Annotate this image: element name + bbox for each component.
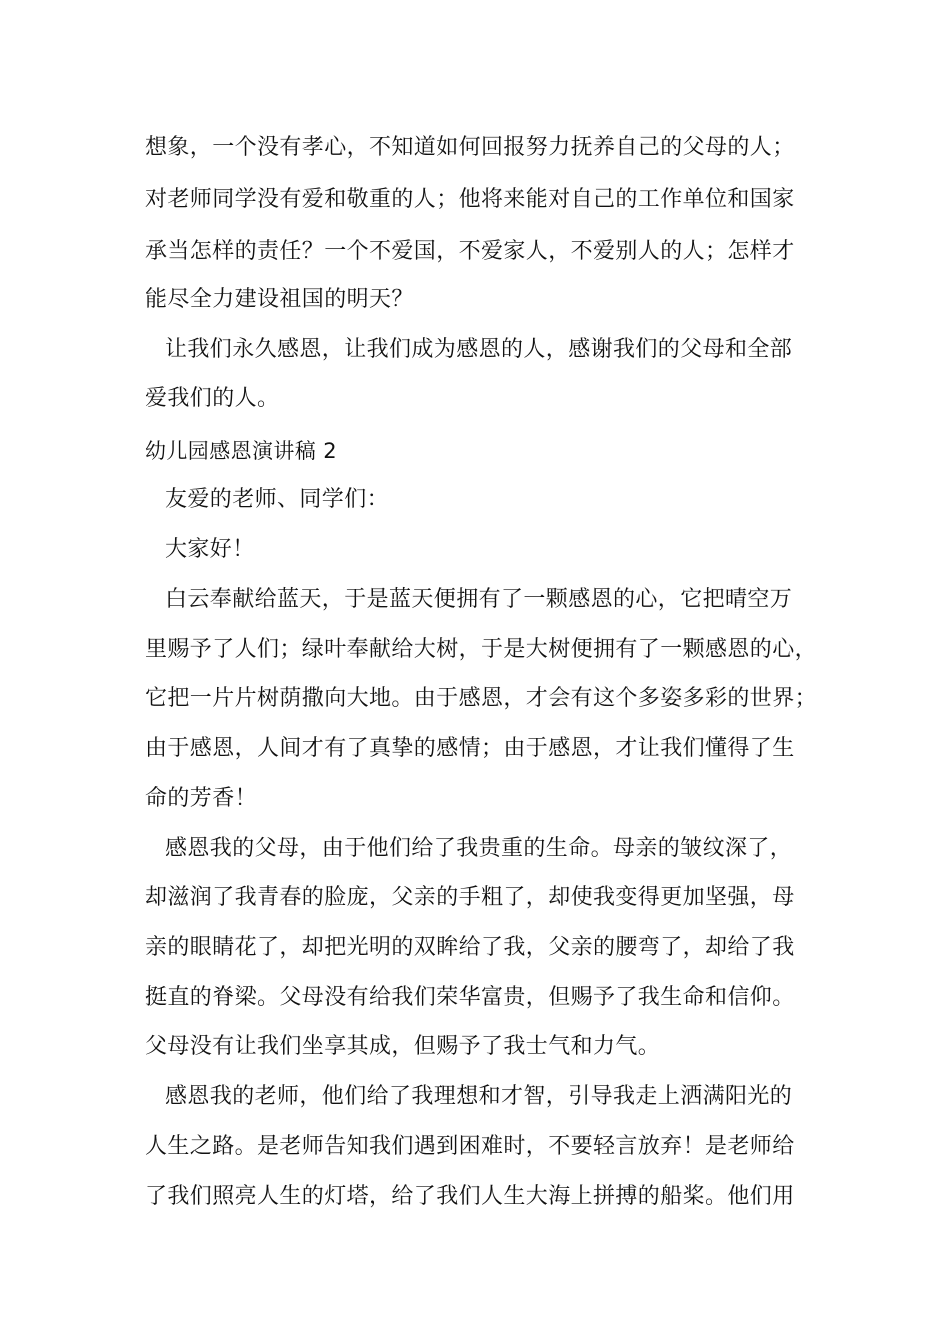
- section-heading: 幼儿园感恩演讲稿 2: [145, 439, 338, 463]
- paragraph-3-line-1: 白云奉献给蓝天，于是蓝天便拥有了一颗感恩的心，它把晴空万: [165, 587, 793, 612]
- paragraph-3-line-2: 里赐予了人们；绿叶奉献给大树，于是大树便拥有了一颗感恩的心，: [145, 637, 818, 662]
- paragraph-3-line-3: 它把一片片树荫撒向大地。由于感恩，才会有这个多姿多彩的世界；: [145, 686, 818, 711]
- paragraph-4-line-3: 亲的眼睛花了，却把光明的双眸给了我，父亲的腰弯了，却给了我: [145, 935, 795, 960]
- paragraph-5-line-2: 人生之路。是老师告知我们遇到困难时，不要轻言放弃！是老师给: [145, 1134, 795, 1159]
- greeting: 大家好！: [165, 537, 255, 562]
- salutation: 友爱的老师、同学们：: [165, 487, 390, 512]
- paragraph-3-line-5: 命的芳香！: [145, 786, 258, 811]
- paragraph-5-line-3: 了我们照亮人生的灯塔，给了我们人生大海上拼搏的船桨。他们用: [145, 1184, 795, 1209]
- paragraph-1-line-4: 能尽全力建设祖国的明天？: [145, 287, 414, 312]
- paragraph-4-line-2: 却滋润了我青春的脸庞，父亲的手粗了，却使我变得更加坚强，母: [145, 885, 795, 910]
- paragraph-3-line-4: 由于感恩，人间才有了真挚的感情；由于感恩，才让我们懂得了生: [145, 736, 795, 761]
- paragraph-1-line-3: 承当怎样的责任？一个不爱国，不爱家人，不爱别人的人；怎样才: [145, 239, 795, 264]
- paragraph-1-line-2: 对老师同学没有爱和敬重的人；他将来能对自己的工作单位和国家: [145, 187, 795, 212]
- paragraph-4-line-1: 感恩我的父母，由于他们给了我贵重的生命。母亲的皱纹深了，: [165, 836, 793, 861]
- paragraph-2-line-2: 爱我们的人。: [145, 386, 280, 411]
- paragraph-4-line-4: 挺直的脊梁。父母没有给我们荣华富贵，但赐予了我生命和信仰。: [145, 985, 795, 1010]
- paragraph-5-line-1: 感恩我的老师，他们给了我理想和才智，引导我走上洒满阳光的: [165, 1084, 793, 1109]
- paragraph-1-line-1: 想象，一个没有孝心，不知道如何回报努力抚养自己的父母的人；: [145, 135, 795, 160]
- paragraph-4-line-5: 父母没有让我们坐享其成，但赐予了我士气和力气。: [145, 1034, 661, 1059]
- paragraph-2-line-1: 让我们永久感恩，让我们成为感恩的人，感谢我们的父母和全部: [165, 337, 793, 362]
